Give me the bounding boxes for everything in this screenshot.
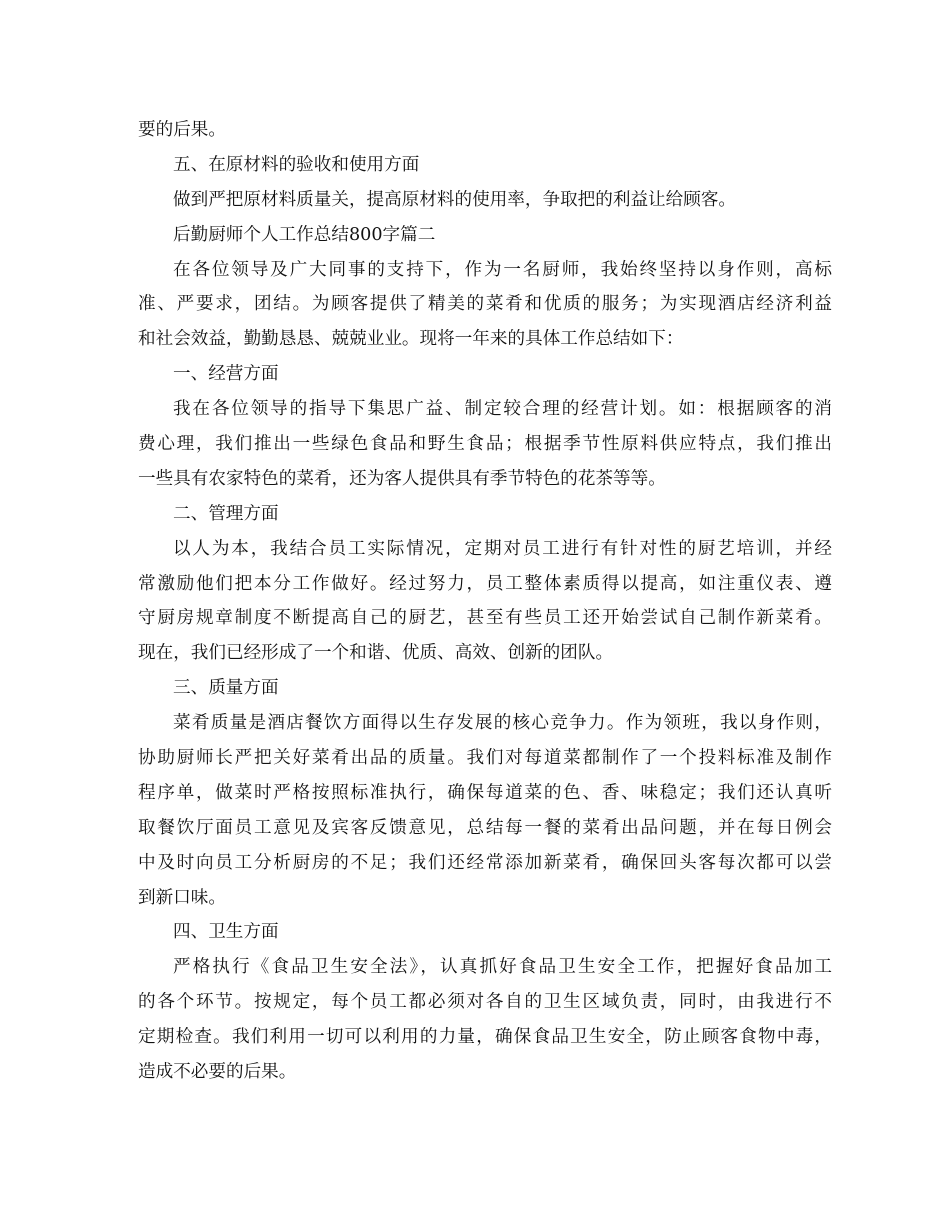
text-line: 要的后果。 — [138, 120, 226, 140]
section-heading: 三、质量方面 — [173, 678, 279, 699]
text-line: 协助厨师长严把关好菜肴出品的质量。我们对每道菜都制作了一个投料标准及制作 — [138, 748, 832, 769]
section-heading: 五、在原材料的验收和使用方面 — [173, 154, 420, 175]
text-line: 我在各位领导的指导下集思广益、制定较合理的经营计划。如：根据顾客的消 — [173, 399, 832, 420]
text-line: 取餐饮厅面员工意见及宾客反馈意见，总结每一餐的菜肴出品问题，并在每日例会 — [138, 817, 832, 838]
text-line: 守厨房规章制度不断提高自己的厨艺，甚至有些员工还开始尝试自己制作新菜肴。 — [138, 608, 832, 629]
text-line: 严格执行《食品卫生安全法》，认真抓好食品卫生安全工作，把握好食品加工 — [173, 957, 832, 978]
text-line: 中及时向员工分析厨房的不足；我们还经常添加新菜肴，确保回头客每次都可以尝 — [138, 852, 832, 873]
section-heading: 二、管理方面 — [173, 503, 279, 524]
section-heading: 一、经营方面 — [173, 364, 279, 385]
text-line: 和社会效益，勤勤恳恳、兢兢业业。现将一年来的具体工作总结如下： — [138, 329, 684, 350]
text-line: 程序单，做菜时严格按照标准执行，确保每道菜的色、香、味稳定；我们还认真听 — [138, 782, 832, 803]
text-line: 现在，我们已经形成了一个和谐、优质、高效、创新的团队。 — [138, 643, 614, 664]
text-line: 定期检查。我们利用一切可以利用的力量，确保食品卫生安全，防止顾客食物中毒， — [138, 1027, 832, 1048]
document-body — [138, 113, 832, 1090]
text-line: 造成不必要的后果。 — [138, 1062, 297, 1083]
text-line: 菜肴质量是酒店餐饮方面得以生存发展的核心竞争力。作为领班，我以身作则， — [173, 713, 832, 734]
text-line: 做到严把原材料质量关，提高原材料的使用率，争取把的利益让给顾客。 — [173, 189, 737, 210]
text-line: 常激励他们把本分工作做好。经过努力，员工整体素质得以提高，如注重仪表、遵 — [138, 573, 832, 594]
section-heading: 四、卫生方面 — [173, 922, 279, 943]
text-line: 以人为本，我结合员工实际情况，定期对员工进行有针对性的厨艺培训，并经 — [173, 538, 832, 559]
text-line: 在各位领导及广大同事的支持下，作为一名厨师，我始终坚持以身作则，高标 — [173, 259, 832, 280]
text-line: 一些具有农家特色的菜肴，还为客人提供具有季节特色的花茶等等。 — [138, 468, 666, 489]
article-subtitle: 后勤厨师个人工作总结800字篇二 — [173, 224, 436, 245]
text-line: 的各个环节。按规定，每个员工都必须对各自的卫生区域负责，同时，由我进行不 — [138, 992, 832, 1013]
text-line: 费心理，我们推出一些绿色食品和野生食品；根据季节性原料供应特点，我们推出 — [138, 434, 832, 455]
text-line: 准、严要求，团结。为顾客提供了精美的菜肴和优质的服务；为实现酒店经济利益 — [138, 294, 832, 315]
text-line: 到新口味。 — [138, 887, 226, 908]
